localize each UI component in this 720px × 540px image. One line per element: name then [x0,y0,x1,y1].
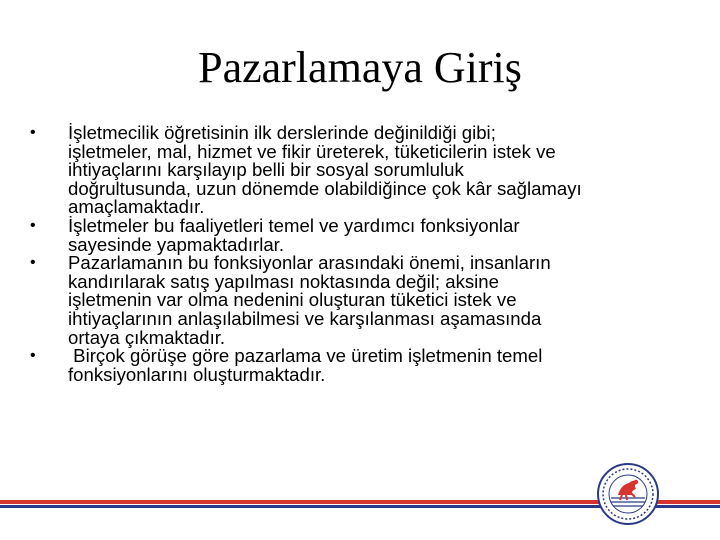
bullet-line: Pazarlamanın bu fonksiyonlar arasındaki önemi, insanların [68,252,551,274]
bullet-line: doğrultusunda, uzun dönemde olabildiğince çok kâr sağlamayı [68,177,582,199]
bullet-line: kandırılarak satış yapılması noktasında değil; aksine [68,270,499,292]
bullet-line: işletmeler, mal, hizmet ve fikir üreterek, tüketicilerin istek ve [68,140,556,162]
bullet-line: sayesinde yapmaktadırlar. [68,233,285,255]
bullet-item-2 [30,214,692,255]
bullet-line: ihtiyaçlarını karşılayıp belli bir sosyal sorumluluk [68,159,464,181]
bullet-item-3 [30,254,692,347]
bullet-marker: • [30,347,36,365]
bullet-marker: • [30,216,36,234]
bullet-item-1 [30,124,692,217]
bullet-line: Birçok görüşe göre pazarlama ve üretim işletmenin temel [68,345,543,367]
bullet-list [30,124,692,384]
bullet-marker: • [30,124,36,141]
bullet-item-4 [30,347,692,384]
bullet-line: İşletmeler bu faaliyetleri temel ve yardımcı fonksiyonlar [68,214,520,236]
bullet-line: ihtiyaçlarının anlaşılabilmesi ve karşılanması aşamasında [68,307,542,329]
bullet-line: ortaya çıkmaktadır. [68,326,226,348]
university-seal-icon [596,462,660,526]
bullet-line: amaçlamaktadır. [68,196,205,218]
bullet-marker: • [30,254,36,272]
bullet-line: işletmenin var olma nedenini oluşturan tüketici istek ve [68,289,517,311]
bullet-line: İşletmecilik öğretisinin ilk derslerinde değinildiği gibi; [68,122,496,143]
slide-title: Pazarlamaya Giriş [198,43,522,92]
bullet-line: fonksiyonlarını oluşturmaktadır. [68,363,326,385]
